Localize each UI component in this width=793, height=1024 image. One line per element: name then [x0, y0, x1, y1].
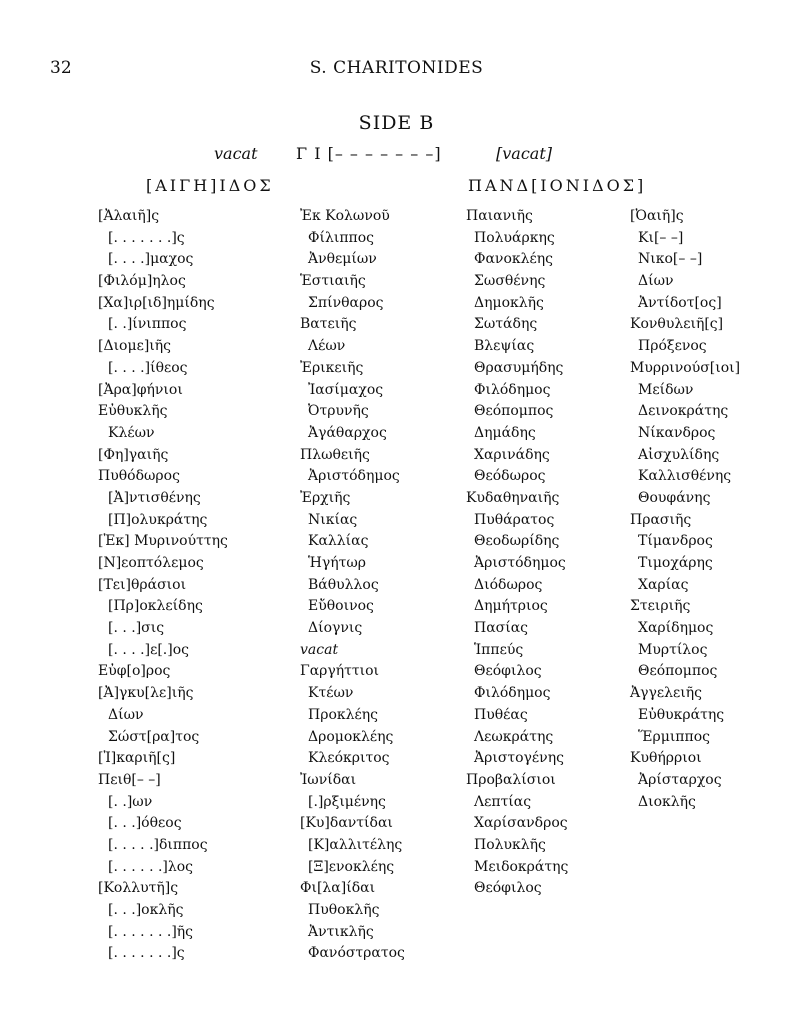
entry-name: [. . . . . . .]ς: [108, 945, 185, 962]
entry-name: Θεόδωρος: [474, 468, 546, 485]
entry-name: Δίογνις: [308, 620, 363, 637]
page-number: 32: [50, 58, 72, 78]
entry-name: Ἐρικειῆς: [300, 359, 364, 376]
entry-name: Διόδωρος: [474, 576, 543, 593]
entry-name: [Ἀ]γκυ[λε]ιῆς: [98, 685, 194, 702]
entry-name: [Ν]εοπτόλεμος: [98, 555, 204, 571]
entry-name: Κλέων: [108, 424, 155, 441]
entry-name: Βάθυλλος: [308, 576, 379, 593]
heading-center: Γ I [– – – – – – –]: [296, 144, 442, 163]
entry-name: vacat: [300, 641, 339, 658]
entry-name: [Ὀαιῆ]ς: [630, 208, 684, 224]
entry-name: [Ἐκ] Μυρινούττης: [98, 533, 228, 550]
entry-name: Πασίας: [474, 620, 529, 637]
entry-name: [Φιλόμ]ηλος: [98, 273, 186, 290]
entry-name: Πλωθειῆς: [300, 446, 370, 463]
entry-name: Ἀντίδοτ[ος]: [638, 294, 722, 311]
entry-name: [. . . . . . .]ῆς: [108, 923, 194, 940]
entry-name: Δίων: [108, 706, 144, 723]
entry-name: Ἐρχιῆς: [300, 489, 351, 506]
entry-name: [. . . . .]διππος: [108, 836, 208, 853]
entry-name: Θεοδωρίδης: [474, 533, 560, 550]
entry-name: [. . .]οκλῆς: [108, 902, 184, 918]
entry-name: [. . . . . .]λος: [108, 858, 194, 875]
entry-name: [Κυ]δαντίδαι: [300, 815, 393, 832]
entry-name: Θουφάνης: [638, 489, 711, 506]
entry-name: Ἀνθεμίων: [308, 251, 377, 268]
entry-name: Ἀριστόδημος: [474, 555, 566, 571]
entry-name: Κυθήρριοι: [630, 750, 702, 767]
entry-name: Πυθάρατος: [474, 511, 555, 528]
entry-name: [Τει]θράσιοι: [98, 576, 187, 593]
entry-name: Προβαλίσιοι: [466, 771, 556, 788]
entry-name: [.]ρξιμένης: [308, 793, 386, 810]
entry-name: [Πρ]οκλείδης: [108, 598, 203, 615]
entry-name: Χαρίσανδρος: [474, 815, 568, 832]
entry-name: [Π]ολυκράτης: [108, 511, 208, 528]
entry-name: Πολυάρκης: [474, 229, 555, 246]
entry-name: Καλλίας: [308, 533, 369, 550]
entry-name: [. . . .]μαχος: [108, 251, 194, 268]
entry-name: Ἀριστόδημος: [308, 468, 400, 485]
entry-name: Ὀτρυνῆς: [308, 403, 369, 420]
entry-name: [. . . . . . .]ς: [108, 229, 185, 246]
entry-name: Θρασυμήδης: [474, 359, 564, 376]
entry-name: Σωτάδης: [474, 316, 538, 333]
entry-name: [Ἀλαιῆ]ς: [98, 208, 160, 224]
entry-name: Πρασιῆς: [630, 511, 692, 528]
entry-name: Νικίας: [308, 511, 358, 528]
entry-name: Ἑστιαιῆς: [300, 273, 366, 290]
entry-name: Πυθοκλῆς: [308, 902, 380, 918]
entry-name: Προκλέης: [308, 706, 378, 723]
entry-name: Φι[λα]ίδαι: [300, 880, 376, 897]
entry-name: [Ἰ]καριῆ[ς]: [98, 750, 176, 767]
entry-name: Τιμοχάρης: [638, 555, 713, 571]
entry-name: Ἀντικλῆς: [308, 923, 374, 940]
entry-name: Θεόφιλος: [474, 880, 542, 897]
entry-name: Κονθυλειῆ[ς]: [630, 316, 724, 333]
entry-name: Ἰωνίδαι: [300, 771, 357, 788]
entry-name: Πολυκλῆς: [474, 836, 546, 853]
entry-name: [. . . .]ε[.]ος: [108, 641, 189, 658]
entry-name: Μειδοκράτης: [474, 858, 569, 875]
entry-name: Βατειῆς: [300, 316, 357, 333]
entry-name: Εὐθυκλῆς: [98, 403, 168, 420]
entry-name: [Χα]ιρ[ιδ]ημίδης: [98, 294, 215, 311]
entry-name: Φιλόδημος: [474, 381, 551, 398]
entry-name: Χαρίας: [638, 576, 689, 593]
entry-name: Τίμανδρος: [638, 533, 713, 550]
entry-name: [. .]ων: [108, 793, 153, 810]
entry-name: Ἕρμιππος: [638, 728, 710, 745]
entry-name: Σωσθένης: [474, 273, 546, 290]
entry-name: Αἰσχυλίδης: [638, 446, 720, 463]
entry-name: Μείδων: [638, 381, 694, 398]
entry-name: Πυθόδωρος: [98, 468, 180, 485]
entry-name: [Ξ]ενοκλέης: [308, 858, 395, 875]
entry-name: [Ἀρα]φήνιοι: [98, 381, 183, 398]
entry-name: Εὐθυκράτης: [638, 706, 725, 723]
entry-name: Κτέων: [308, 685, 354, 702]
entry-name: Φίλιππος: [308, 229, 375, 246]
entry-name: [Ἀ]ντισθένης: [108, 489, 201, 506]
entry-name: [Διομε]ιῆς: [98, 338, 172, 355]
entry-name: Νίκανδρος: [638, 424, 716, 441]
entry-name: Σώστ[ρα]τος: [108, 728, 200, 745]
entry-name: Μυρρινούσ[ιοι]: [630, 359, 741, 376]
tribe-heading-left: [ΑΙΓΗ]ΙΔΟΣ: [146, 176, 274, 195]
entry-name: [. . .]σις: [108, 620, 165, 637]
entry-name: Ἰασίμαχος: [308, 381, 384, 398]
entry-name: [Φη]γαιῆς: [98, 446, 169, 463]
entry-name: [. .]ίνιππος: [108, 316, 187, 333]
entry-name: Πρόξενος: [638, 338, 707, 355]
entry-name: Κλεόκριτος: [308, 750, 390, 767]
entry-name: Δημοκλῆς: [474, 294, 544, 311]
entry-name: Φανοκλέης: [474, 251, 553, 268]
entry-name: Δημάδης: [474, 424, 536, 441]
entry-name: Ἡγήτωρ: [308, 555, 367, 571]
entry-name: [. . . .]ίθεος: [108, 359, 188, 376]
entry-name: Ἀγγελειῆς: [630, 685, 702, 702]
entry-name: Θεόπομπος: [638, 663, 718, 680]
entry-name: Καλλισθένης: [638, 468, 732, 485]
entry-name: Μυρτίλος: [638, 641, 708, 658]
entry-name: Χαρίδημος: [638, 620, 714, 637]
entry-name: Λέων: [308, 338, 346, 355]
entry-name: Ἐκ Κολωνοῦ: [300, 208, 390, 224]
entry-name: Φιλόδημος: [474, 685, 551, 702]
side-title: SIDE B: [358, 112, 435, 134]
entry-name: Διοκλῆς: [638, 793, 696, 810]
entry-name: Ἱππεύς: [474, 641, 524, 658]
entry-name: Εὔθοινος: [308, 598, 374, 615]
entry-name: [. . .]όθεος: [108, 815, 182, 832]
entry-name: Γαργήττιοι: [300, 663, 380, 680]
entry-name: Δεινοκράτης: [638, 403, 729, 420]
entry-name: Ἀριστογένης: [474, 750, 564, 767]
entry-name: Θεόπομπος: [474, 403, 554, 420]
running-title: S. CHARITONIDES: [309, 58, 484, 78]
entry-name: Κυδαθηναιῆς: [466, 489, 560, 506]
entry-name: Εὐφ[ο]ρος: [98, 663, 171, 680]
entry-name: Ἀρίσταρχος: [638, 771, 722, 788]
entry-name: Λεωκράτης: [474, 728, 554, 745]
entry-name: Ἀγάθαρχος: [308, 424, 387, 441]
entry-name: Χαρινάδης: [474, 446, 550, 463]
entry-name: Κι[– –]: [638, 229, 684, 246]
entry-name: Δημήτριος: [474, 598, 548, 615]
entry-name: Δίων: [638, 273, 674, 290]
entry-name: Πυθέας: [474, 706, 528, 723]
entry-name: Στειριῆς: [630, 598, 691, 615]
entry-name: Νικο[– –]: [638, 251, 703, 268]
heading-vacat-left: vacat: [214, 144, 258, 163]
entry-name: [Κ]αλλιτέλης: [308, 836, 403, 853]
entry-name: Σπίνθαρος: [308, 294, 384, 311]
heading-vacat-right: [vacat]: [496, 144, 552, 163]
tribe-heading-right: ΠΑΝΔ[ΙΟΝΙΔΟΣ]: [468, 176, 647, 195]
entry-name: Βλεψίας: [474, 338, 535, 355]
entry-name: Θεόφιλος: [474, 663, 542, 680]
entry-name: Φανόστρατος: [308, 945, 405, 962]
entry-name: Λεπτίας: [474, 793, 532, 810]
entry-name: Πειθ[– –]: [98, 771, 161, 788]
entry-name: [Κολλυτῆ]ς: [98, 880, 179, 897]
entry-name: Παιανιῆς: [466, 208, 533, 224]
entry-name: Δρομοκλέης: [308, 728, 394, 745]
